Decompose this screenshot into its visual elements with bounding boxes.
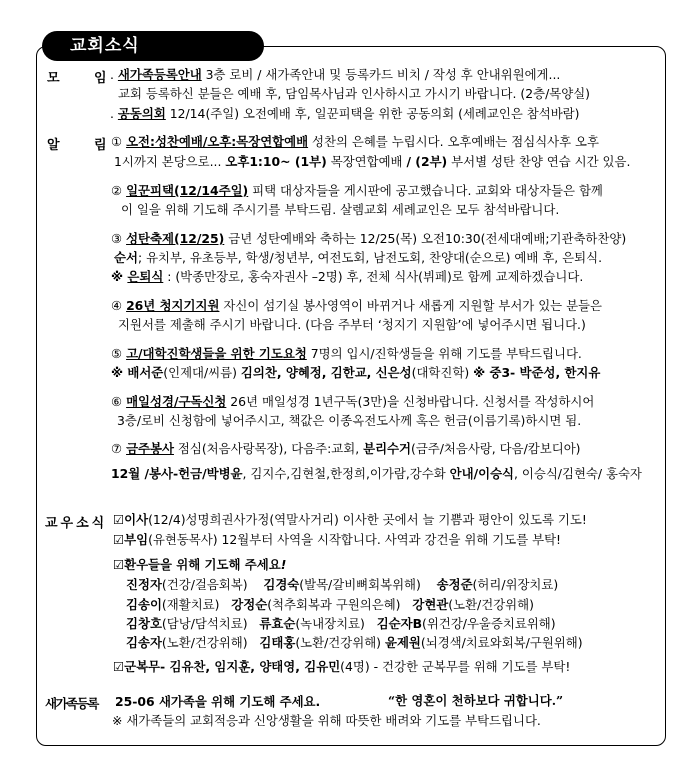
text: ; 유치부, 유초등부, 학생/청년부, 여전도회, 남전도회, 찬양대(순으로) 예배 후, 은퇴식. xyxy=(137,250,603,265)
text: , 이승식/김현숙/ 홍숙자 xyxy=(514,466,642,481)
label-notice-a: 알 xyxy=(47,138,60,153)
patient-name: 김경숙 xyxy=(263,577,300,592)
text-bold: 순서 xyxy=(114,250,138,265)
text-bold: / (2부) xyxy=(406,154,448,169)
text-underline: 은퇴식 xyxy=(127,269,164,284)
text: 1시까지 본당으로... xyxy=(114,154,226,169)
notice-7 xyxy=(111,441,581,457)
new-family-quote: “한 영혼이 천하보다 귀합니다.” xyxy=(388,693,564,708)
text: 부서별 성탄 찬양 연습 시간 있음. xyxy=(447,154,631,169)
notice-title: 고/대학진학생들을 위한 기도요청 xyxy=(126,346,307,361)
patient-note: (위건강/우울증치료위해) xyxy=(422,616,556,631)
patient-note: (노환/건강위해) xyxy=(448,597,534,612)
notice-text: 점심(처음사랑목장), 다음주:교회, xyxy=(173,441,364,456)
patient-note: (발목/갈비뼈회복위해) xyxy=(299,577,421,592)
patient-note: (재활치료) xyxy=(161,597,220,612)
notice-3 xyxy=(111,231,626,247)
text-bold: ※ 중3- xyxy=(473,365,520,380)
notice-4-line2: 지원서를 제출해 주시기 바랍니다. (다음 주부터 ‘청지기 지원함’에 넣어주시면 됩니다.) xyxy=(118,317,586,332)
number: ⑥ xyxy=(111,394,123,409)
text-bold: 12월 /봉사-헌금/박병윤 xyxy=(111,466,243,481)
notice-title: 일꾼피택(12/14주일) xyxy=(126,183,249,198)
text: , 김지수,김현철,한정희,이가람,강수화 xyxy=(242,466,450,481)
text-bold: 박준성, 한지유 xyxy=(519,365,601,380)
label-members: 교우소식 xyxy=(45,516,108,531)
gathering-item-1 xyxy=(110,67,560,83)
notice-5-line2 xyxy=(111,365,600,381)
patient-note: (노환/건강위해) xyxy=(161,635,248,650)
patient-name: 김송자 xyxy=(126,635,162,650)
member-moving xyxy=(113,512,587,528)
notice-title: 오전:성찬예배/오후:목장연합예배 xyxy=(126,134,309,149)
patient-name: 윤제원 xyxy=(384,635,421,650)
patient-note: (허리/위장치료) xyxy=(472,577,559,592)
member-appointment xyxy=(113,532,561,548)
label-gathering-a: 모 xyxy=(47,71,60,86)
item-text: (12/4)성명희권사가정(역말사거리) 이사한 곳에서 늘 기쁨과 평안이 있도록 기도! xyxy=(148,512,587,527)
text: (인제대/씨름) xyxy=(163,365,241,380)
number: ⑤ xyxy=(111,346,123,361)
patient-name: 진정자 xyxy=(126,577,162,592)
text-bold: 안내/이승식 xyxy=(449,466,515,481)
patient-note: (척추회복과 구원의은혜) xyxy=(267,597,401,612)
number: ⑦ xyxy=(111,441,123,456)
patient-row xyxy=(126,597,534,613)
gathering-item-1-line2: 교회 등록하신 분들은 예배 후, 담임목사님과 인사하시고 가시기 바랍니다. (2층/목양실) xyxy=(118,86,591,101)
notice-text: 피택 대상자들을 게시판에 공고했습니다. 교회와 대상자들은 함께 xyxy=(248,183,603,198)
notice-2 xyxy=(111,183,603,199)
patient-name: 강현관 xyxy=(412,597,449,612)
gathering-item-2 xyxy=(110,106,579,122)
patient-note: (녹내장치료) xyxy=(295,616,365,631)
notice-6-line2: 3층/로비 신청함에 넣어주시고, 책값은 이종옥전도사께 혹은 헌금(이름기록)하시면 됨. xyxy=(117,413,582,428)
notice-title: 금주봉사 xyxy=(126,441,174,456)
patient-row xyxy=(126,635,583,651)
notice-text: 26년 매일성경 1년구독(3만)을 신청바랍니다. 신청서를 작성하시어 xyxy=(226,394,595,409)
text-bold: 오후1:10~ (1부) xyxy=(225,154,327,169)
text: : (박종만장로, 홍숙자권사 –2명) 후, 전체 식사(뷔페)로 함께 교제하겠습니다. xyxy=(163,269,584,284)
new-family-note: ※ 새가족들의 교회적응과 신앙생활을 위해 따뜻한 배려와 기도를 부탁드립니다. xyxy=(112,713,541,728)
patient-name: 김태홍 xyxy=(259,635,296,650)
item-text: 3층 로비 / 새가족안내 및 등록카드 비치 / 작성 후 안내위원에게... xyxy=(201,67,561,82)
item-text: (유현동목사) 12월부터 사역을 시작합니다. 사역과 강건을 위해 기도를 부탁! xyxy=(148,532,562,547)
new-family-text: 25-06 새가족을 위해 기도해 주세요. xyxy=(115,694,321,709)
item-title: 새가족등록안내 xyxy=(117,67,202,82)
item-title: 공동의회 xyxy=(117,106,166,121)
text-bold: 분리수거 xyxy=(363,441,411,456)
patient-name: 김순자B xyxy=(376,616,423,631)
item-text: (4명) - 건강한 군복무를 위해 기도를 부탁! xyxy=(340,659,571,674)
number: ② xyxy=(111,183,123,198)
item-title: 부임 xyxy=(124,532,149,547)
patient-note: (담낭/담석치료) xyxy=(161,616,248,631)
number: ① xyxy=(111,134,123,149)
item-text: 12/14(주일) 오전예배 후, 일꾼피택을 위한 공동의회 (세례교인은 참석바람) xyxy=(165,106,580,121)
notice-3-line3 xyxy=(111,269,583,285)
notice-title: 26년 청지기지원 xyxy=(126,298,220,313)
notice-text: 자신이 섬기실 봉사영역이 바뀌거나 새롭게 지원할 부서가 있는 분들은 xyxy=(219,298,602,313)
text: (대학진학) xyxy=(411,365,474,380)
checkbox-icon: ☑ xyxy=(113,557,125,572)
number: ③ xyxy=(111,231,123,246)
notice-1 xyxy=(111,134,599,150)
section-title: 교회소식 xyxy=(42,31,264,61)
note-mark: ※ xyxy=(111,269,128,284)
patient-name: 강정순 xyxy=(231,597,268,612)
patient-name: 김송이 xyxy=(126,597,162,612)
item-title: 환우들을 위해 기도해 주세요 xyxy=(124,557,281,572)
notice-text: 성찬의 은혜를 누립시다. 오후예배는 점심식사후 오후 xyxy=(308,134,599,149)
exclamation: ! xyxy=(280,557,287,572)
notice-1-line2 xyxy=(114,154,630,170)
notice-title: 매일성경/구독신청 xyxy=(126,394,227,409)
checkbox-icon: ☑ xyxy=(113,532,125,547)
notice-3-line2 xyxy=(114,250,602,266)
notice-text: 7명의 입시/진학생들을 위해 기도를 부탁드립니다. xyxy=(306,346,582,361)
patient-name: 송정준 xyxy=(436,577,473,592)
text-bold: 김의찬, 양혜정, 김한교, 신은성 xyxy=(240,365,412,380)
patient-note: (노환/건강위해) xyxy=(295,635,382,650)
patient-name: 김창호 xyxy=(126,616,162,631)
number: ④ xyxy=(111,298,123,313)
patient-row xyxy=(126,577,558,593)
text: (금주/처음사랑, 다음/캄보디아) xyxy=(410,441,581,456)
notice-title: 성탄축제(12/25) xyxy=(126,231,225,246)
member-military xyxy=(113,659,570,675)
notice-6 xyxy=(111,394,594,410)
patient-note: (건강/걸음회복) xyxy=(161,577,248,592)
member-patients-heading xyxy=(113,557,286,573)
item-title: 이사 xyxy=(124,512,149,527)
text-bold: ※ 배서준 xyxy=(111,365,164,380)
checkbox-icon: ☑ xyxy=(113,512,125,527)
bullet: . xyxy=(110,106,114,121)
notice-5 xyxy=(111,346,582,362)
checkbox-icon: ☑ xyxy=(113,659,125,674)
patient-name: 류효순 xyxy=(259,616,296,631)
patient-note: (뇌경색/치료와회복/구원위해) xyxy=(420,635,583,650)
text: 목장연합예배 xyxy=(326,154,407,169)
notice-text: 금년 성탄예배와 축하는 12/25(목) 오전10:30(전세대예배;기관축하찬양) xyxy=(224,231,627,246)
notice-7-line2 xyxy=(111,466,642,482)
notice-4 xyxy=(111,298,602,314)
bullet: . xyxy=(110,67,114,82)
patient-row xyxy=(126,616,556,632)
label-new-family: 새가족등록 xyxy=(45,696,98,711)
label-notice-b: 림 xyxy=(94,138,107,153)
item-title: 군복무- 김유찬, 임지훈, 양태영, 김유민 xyxy=(124,659,341,674)
notice-2-line2: 이 일을 위해 기도해 주시기를 부탁드림. 살렘교회 세례교인은 모두 참석바랍니다. xyxy=(121,202,560,217)
label-gathering-b: 임 xyxy=(94,71,107,86)
